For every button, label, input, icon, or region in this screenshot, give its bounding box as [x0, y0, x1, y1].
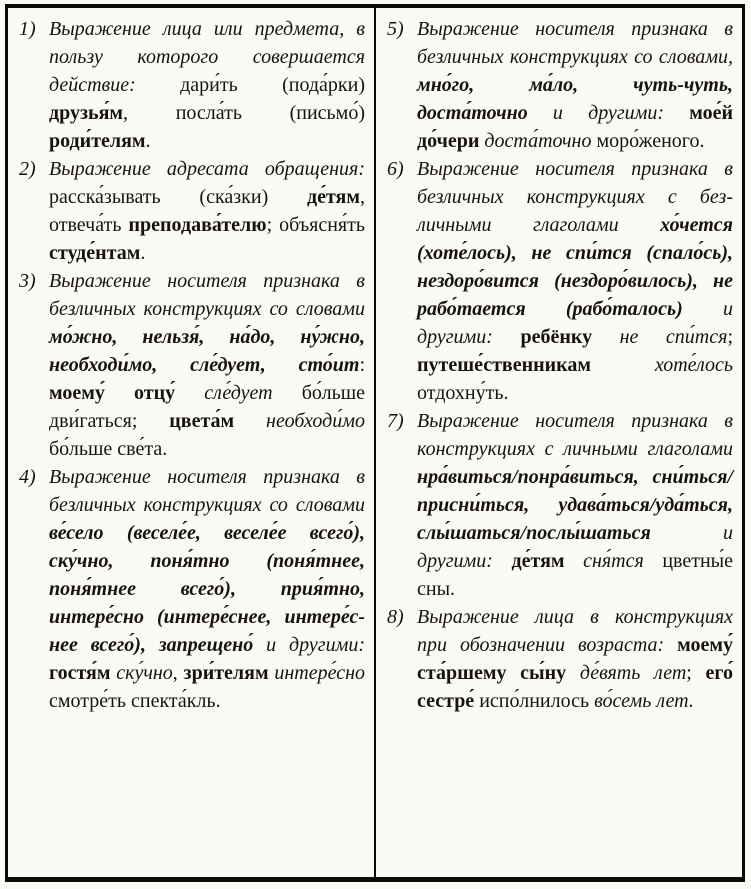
text-run: Выражение лица в конструкциях при обозначении возраста: — [417, 606, 733, 656]
item-marker: 5) — [387, 18, 404, 40]
text-run: интере́сно — [274, 662, 365, 684]
text-run: бо́льше све́та. — [49, 438, 168, 460]
text-run: во́семь лет. — [594, 690, 694, 712]
text-run: моро́женого. — [596, 130, 705, 152]
text-run: сле́дует — [204, 382, 302, 404]
text-run: Выражение носителя признака в безличных конструкциях со словами — [49, 270, 365, 320]
text-run: , отвеча́ть — [49, 186, 365, 236]
text-run: Выражение адресата обращения: — [49, 158, 365, 180]
text-run: Выражение носителя признака в конструкциях с личными глаголами — [417, 410, 733, 460]
list-item — [387, 407, 733, 603]
text-run: . — [145, 130, 151, 152]
text-run: Выражение носителя признака в безличных конструкциях со словами, — [417, 18, 733, 68]
text-run: ; — [686, 662, 706, 684]
table-frame — [5, 4, 745, 882]
text-run: мно́го, ма́ло, чуть-чуть, доста́точно — [417, 74, 733, 124]
text-run: студе́нтам — [49, 242, 141, 264]
text-run: друзья́м — [49, 102, 124, 124]
text-run: Выражение носителя признака в безличных конструкциях со словами — [49, 466, 365, 516]
text-run: преподава́телю — [128, 214, 267, 236]
text-run: и другими: — [417, 298, 733, 348]
text-run: доста́точно — [484, 130, 597, 152]
text-run: гостя́м — [49, 662, 117, 684]
text-run: и другими: — [552, 102, 690, 124]
text-run: роди́телям — [49, 130, 146, 152]
text-run: необходи́мо — [266, 410, 365, 432]
text-run: Выражение носителя признака в безличных конструкциях с безличными глаголами — [417, 158, 733, 236]
left-column — [8, 8, 374, 877]
item-marker: 8) — [387, 606, 404, 628]
text-run: смотре́ть спекта́кль. — [49, 690, 221, 712]
text-run: бо́льше дви́гаться; — [49, 382, 366, 432]
text-run: мо́жно, нельзя́, на́до, ну́жно, необходи́мо, сле́дует, сто́ит — [49, 326, 365, 376]
text-run: путеше́ственникам — [417, 354, 655, 376]
item-marker: 2) — [19, 158, 36, 180]
item-marker: 6) — [387, 158, 404, 180]
text-run: цвета́м — [169, 410, 267, 432]
text-run: испо́лнилось — [479, 690, 595, 712]
item-marker: 1) — [19, 18, 36, 40]
list-item — [19, 463, 365, 715]
text-run: де́тям — [307, 186, 360, 208]
text-run: нра́виться/​понра́виться, сни́ться/​присни́ться, удава́ться/​уда́ться, слы́шаться/​послы́шаться — [417, 466, 733, 544]
item-marker: 3) — [19, 270, 36, 292]
text-run: отдохну́ть. — [417, 382, 509, 404]
text-run: ребёнку — [520, 326, 620, 348]
list-item — [19, 155, 365, 267]
text-run: и другими: — [266, 634, 365, 656]
text-run: мое́й до́чери — [417, 102, 733, 152]
list-item — [387, 603, 733, 715]
text-run: сня́тся — [583, 550, 663, 572]
right-column — [376, 8, 742, 877]
text-run: . — [140, 242, 146, 264]
text-run: де́тям — [511, 550, 584, 572]
text-run: Выражение лица или предмета, в пользу которого совершается действие: — [49, 18, 365, 96]
text-run: зри́телям — [183, 662, 275, 684]
text-run: ; объясня́ть — [266, 214, 365, 236]
text-run: ску́чно — [116, 662, 173, 684]
text-run: , — [172, 662, 184, 684]
text-run: его́ сестре́ — [417, 662, 733, 712]
text-run: хо́чется (хоте́лось), не спи́тся (спало́сь), нездоро́вится (нездоро́вилось), не рабо́тается (рабо́талось) — [417, 214, 733, 320]
list-item — [387, 15, 733, 155]
text-run: моему́ отцу́ — [49, 382, 205, 404]
item-marker: 4) — [19, 466, 36, 488]
text-run: дари́ть (пода́рки) — [180, 74, 365, 96]
text-run: и другими: — [417, 522, 733, 572]
text-run: , посла́ть (письмо́) — [123, 102, 365, 124]
list-item — [19, 267, 365, 463]
text-run: хоте́лось — [654, 354, 733, 376]
text-run: ве́село (веселе́е, веселе́е всего́), ску́чно, поня́тно (поня́тнее, поня́тнее всего́), прия́тно, интере́сно (интере́снее, интере́снее всего́), запрещено́ — [49, 522, 365, 656]
item-marker: 7) — [387, 410, 404, 432]
text-run: : — [359, 354, 365, 376]
text-run: расска́зывать (ска́зки) — [49, 186, 307, 208]
text-run: де́вять лет — [579, 662, 687, 684]
text-run: моему́ ста́ршему сы́ну — [417, 634, 733, 684]
list-item — [387, 155, 733, 407]
text-run: цветны́е сны. — [417, 550, 733, 600]
text-run: ; — [727, 326, 733, 348]
text-run: не спи́тся — [619, 326, 728, 348]
list-item — [19, 15, 365, 155]
